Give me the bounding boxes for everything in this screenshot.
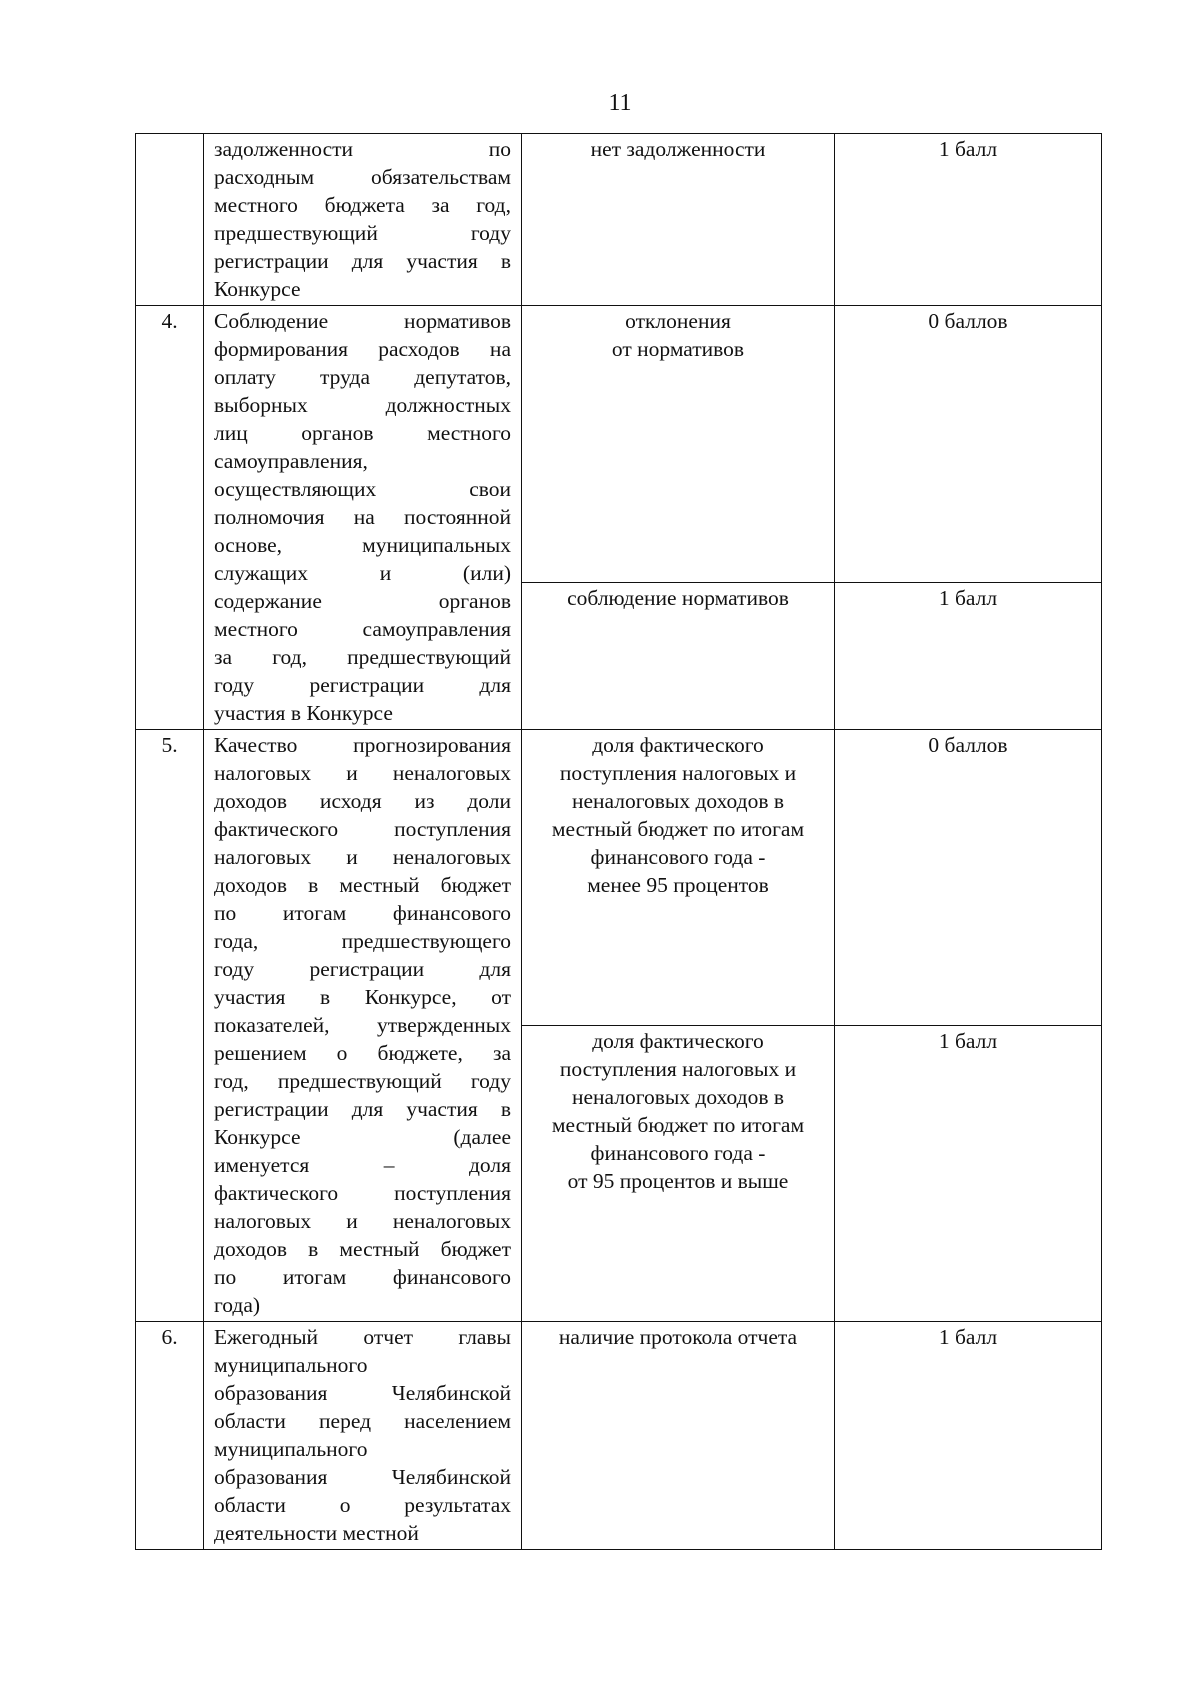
criterion-line: формирования расходов на — [214, 337, 511, 361]
indicator-value-line: доля фактического — [592, 733, 764, 757]
criterion-line: доходов в местный бюджет — [214, 1237, 511, 1261]
criterion-line: фактического поступления — [214, 1181, 511, 1205]
indicator-value-line: соблюдение нормативов — [567, 585, 789, 610]
indicator-value-line: местный бюджет по итогам — [551, 817, 805, 841]
criterion-cell — [204, 306, 522, 730]
criterion-line: показателей, утвержденных — [214, 1013, 511, 1037]
criterion-line: участия в Конкурсе — [214, 701, 393, 725]
table-row — [136, 730, 1102, 1026]
criterion-line: налоговых и неналоговых — [214, 845, 511, 869]
score-cell: 1 балл — [835, 1322, 1102, 1550]
score-cell: 1 балл — [835, 134, 1102, 306]
indicator-value-line: от 95 процентов и выше — [567, 1169, 789, 1193]
criterion-line: служащих и (или) — [214, 561, 511, 585]
indicator-value-line: поступления налоговых и — [559, 1057, 797, 1081]
criterion-line: года) — [214, 1293, 261, 1317]
indicator-value-cell — [522, 306, 835, 583]
row-number: 6. — [136, 1322, 204, 1550]
criterion-line: выборных должностных — [214, 393, 511, 417]
criterion-line: именуется – доля — [214, 1153, 511, 1177]
criterion-line: налоговых и неналоговых — [214, 1209, 511, 1233]
indicator-value-line: финансового года - — [590, 1141, 766, 1165]
criterion-line: решением о бюджете, за — [214, 1041, 511, 1065]
indicator-value-line: от нормативов — [611, 337, 745, 361]
criterion-line: за год, предшествующий — [214, 645, 511, 669]
criterion-line: Соблюдение нормативов — [214, 309, 511, 333]
criterion-line: задолженности по — [214, 137, 511, 161]
indicator-value-cell — [522, 730, 835, 1026]
criterion-line: Ежегодный отчет главы — [214, 1325, 511, 1349]
indicator-value-line: нет задолженности — [590, 137, 766, 161]
indicator-value-cell — [522, 1026, 835, 1322]
indicator-value-line: неналоговых доходов в — [571, 789, 785, 813]
indicator-value-line: финансового года - — [590, 845, 766, 869]
criterion-cell — [204, 1322, 522, 1550]
indicator-value-line: неналоговых доходов в — [571, 1085, 785, 1109]
indicator-value-line: отклонения — [625, 309, 731, 333]
row-number: 5. — [136, 730, 204, 1322]
criterion-line: муниципального — [214, 1353, 368, 1377]
criterion-line: регистрации для участия в — [214, 249, 511, 273]
criterion-cell — [204, 134, 522, 306]
criterion-line: регистрации для участия в — [214, 1097, 511, 1121]
criterion-line: самоуправления, — [214, 449, 368, 473]
criterion-line: лиц органов местного — [214, 421, 511, 445]
criterion-line: по итогам финансового — [214, 1265, 511, 1289]
criteria-table — [135, 133, 1102, 1550]
criterion-line: расходным обязательствам — [214, 165, 511, 189]
criterion-line: фактического поступления — [214, 817, 511, 841]
criterion-line: по итогам финансового — [214, 901, 511, 925]
criterion-line: года, предшествующего — [214, 929, 511, 953]
criterion-line: налоговых и неналоговых — [214, 761, 511, 785]
criterion-line: области о результатах — [214, 1493, 511, 1517]
criterion-line: основе, муниципальных — [214, 533, 511, 557]
criterion-line: образования Челябинской — [214, 1465, 511, 1489]
indicator-value-line: поступления налоговых и — [559, 761, 797, 785]
indicator-value-cell — [522, 1322, 835, 1550]
indicator-value-line: наличие протокола отчета — [558, 1325, 798, 1349]
page-number: 11 — [608, 90, 632, 116]
criterion-line: содержание органов — [214, 589, 511, 613]
criterion-line: году регистрации для — [214, 673, 511, 697]
criterion-line: области перед населением — [214, 1409, 511, 1433]
criterion-line: полномочия на постоянной — [214, 505, 511, 529]
criterion-line: образования Челябинской — [214, 1381, 511, 1405]
criterion-line: Качество прогнозирования — [214, 733, 511, 757]
table-row — [136, 306, 1102, 583]
indicator-value-line: местный бюджет по итогам — [551, 1113, 805, 1137]
criterion-line: год, предшествующий году — [214, 1069, 511, 1093]
criterion-line: году регистрации для — [214, 957, 511, 981]
criterion-cell — [204, 730, 522, 1322]
table-row — [136, 1322, 1102, 1550]
criterion-line: доходов исходя из доли — [214, 789, 511, 813]
score-cell: 0 баллов — [835, 730, 1102, 1026]
table-row — [136, 134, 1102, 306]
score-cell: 1 балл — [835, 1026, 1102, 1322]
criterion-line: предшествующий году — [214, 221, 511, 245]
criterion-line: Конкурсе — [214, 277, 301, 301]
criterion-line: Конкурсе (далее — [214, 1125, 511, 1149]
criterion-line: местного бюджета за год, — [214, 193, 511, 217]
criterion-line: осуществляющих свои — [214, 477, 511, 501]
score-cell: 1 балл — [835, 582, 1102, 729]
score-cell: 0 баллов — [835, 306, 1102, 583]
row-number — [136, 134, 204, 306]
criterion-line: муниципального — [214, 1437, 368, 1461]
criterion-line: оплату труда депутатов, — [214, 365, 511, 389]
indicator-value-cell — [522, 582, 835, 729]
criterion-line: участия в Конкурсе, от — [214, 985, 511, 1009]
indicator-value-line: менее 95 процентов — [587, 873, 769, 897]
indicator-value-cell — [522, 134, 835, 306]
criterion-line: местного самоуправления — [214, 617, 511, 641]
row-number: 4. — [136, 306, 204, 730]
criterion-line: деятельности местной — [214, 1521, 419, 1545]
criterion-line: доходов в местный бюджет — [214, 873, 511, 897]
indicator-value-line: доля фактического — [592, 1029, 764, 1053]
criteria-table-body — [136, 134, 1102, 1550]
